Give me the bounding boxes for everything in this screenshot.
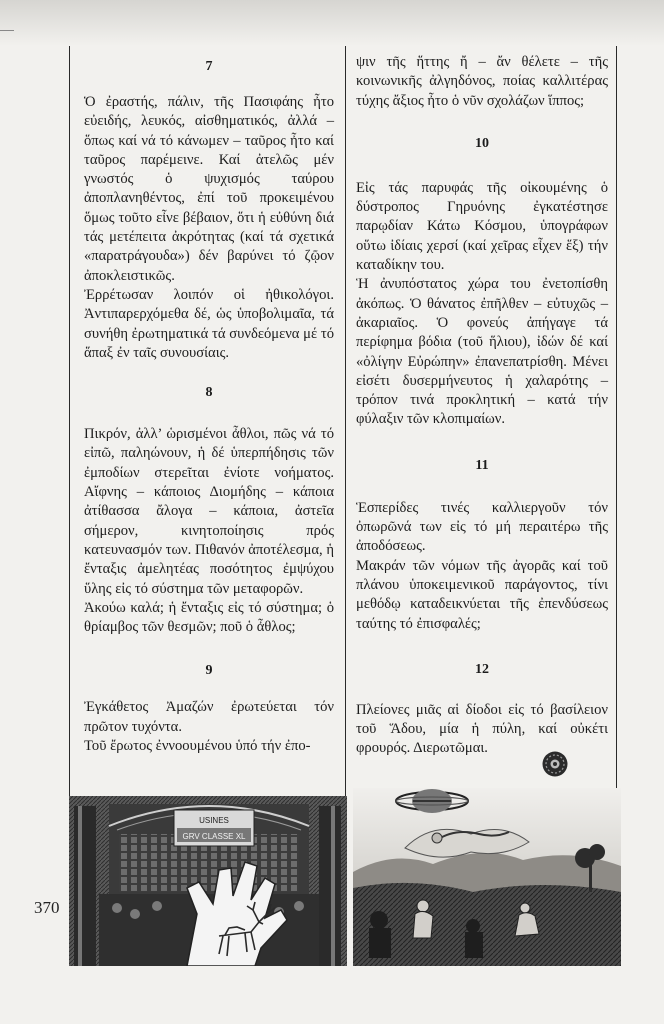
collage-illustration-right [353,788,621,966]
section-number-7: 7 [205,59,213,74]
collage-illustration-left [69,796,347,966]
scan-top-shading [0,0,664,46]
section-7-paragraph-1: Ὁ ἐραστής, πάλιν, τῆς Πασιφάης ἦτο εὐειδής, λευκός, αἰσθηματικός, ἀλλά – ὅπως καί νά τό κάνωμεν – ταῦρος ἦτο καί ταῦρος παρέμεινε. Καί ἀτελῶς μέν γνωστός ὁ ψυχισμός ταύρου ἀποπλανηθέντος, ἐπί τοῦ προκειμένου ὅμως τοῦτο εἶνε βέβαιον, ὅτι ἡ εὐθύνη διά τάς μετέπειτα ἀκρότητας (καί τά σχετικά «παρατράγουδα») δέν βαρύνει τό ζῷον ἀποκλειστικῶς. [84,94,334,284]
rosette-emblem [541,750,569,778]
section-8-paragraph-1: Πικρόν, ἀλλ’ ὡρισμένοι ἆθλοι, πῶς νά τό εἰπῶ, παληώνουν, ἡ δέ ὑπερπήδησις τῶν ἐμποδίων στερεῖται ἐνίοτε νοήματος. Αἴφνης – κάποιος Διομήδης – κάποια ἀτίθασσα ἄλογα – κάποια, ἀστεῖα σήμερον, κινητοποίησις πρός κατευνασμόν των. Πιθανόν ἀποτέλεσμα, ἡ ἔνταξις ἀμελητέας ποσότητος ἐμψύχου ὕλης εἰς τό σύστημα τῶν μεταφορῶν. [84,426,334,597]
section-9-paragraph-1: Ἐγκάθετος Ἀμαζών ἐρωτεύεται τόν πρῶτον τυχόντα. [84,699,334,735]
section-8-paragraph-2: Ἀκούω καλά; ἡ ἔνταξις εἰς τό σύστημα; ὁ θρίαμβος τῶν θεσμῶν; ποῦ ὁ ἆθλος; [84,599,334,636]
left-column [84,57,334,756]
section-7-paragraph-2: Ἐρρέτωσαν λοιπόν οἱ ἠθικολόγοι. Ἀντιπαρερχόμεθα δέ, ὡς ὑποβολιμαῖα, τά συνήθη ἐρωτηματικά τά συνδεόμενα μέ τό ἅπαξ ἐν ταῖς συνουσίαις. [84,286,334,361]
center-column-rule [345,46,346,802]
section-number-8: 8 [205,385,213,401]
section-number-9: 9 [205,663,213,679]
section-number-10: 10 [475,135,489,151]
section-11-paragraph-1: Ἑσπερίδες τινές καλλιεργοῦν τόν ὀπωρῶνά των εἰς τό μή περαιτέρω τῆς ἀποδόσεως. [356,499,608,555]
section-9-continuation: ψιν τῆς ἥττης ἤ – ἄν θέλετε – τῆς κοινωνικῆς ἀλγηδόνος, ποίας καλλιτέρας τύχης ἄξιος ἦτο ὁ νῦν σχολάζων ἵππος; [356,54,608,109]
section-number-11: 11 [475,457,489,473]
left-column-left-rule [69,46,70,802]
scan-corner-mark [0,30,14,31]
page-number: 370 [34,898,60,917]
right-column [356,53,608,759]
section-10-paragraph-2: Ἡ ἀνυπόστατος χώρα του ἐνετοπίσθη ἀκόπως. Ὁ θάνατος ἐπῆλθεν – εὐτυχῶς – ἀκαριαῖος. Ὁ φονεύς ἀπήγαγε τά περίφημα βόδια (τοῦ ἥλιου), ἰδών δέ καί «ὀλίγην Εὐρώπην» ἐπανεπατρίσθη. Μένει εἰσέτι δυσερμήνευτος ἡ χαλαρότης – τρόπον τινά προκλητική – κατά τήν φύλαξιν τῶν κλοπιμαίων. [356,276,608,428]
hall-sign-bottom: GRV CLASSE XL [182,832,246,841]
section-11-paragraph-2: Μακράν τῶν νόμων τῆς ἀγορᾶς καί τοῦ πλάνου ὑποκειμενικοῦ παράγοντος, τίνι μεθόδῳ καταδεικνύεται τῆς ἐπενδύσεως ταύτης τό ἐπισφαλές; [356,557,608,632]
section-9-paragraph-2: Τοῦ ἔρωτος ἐννοουμένου ὑπό τήν ἐπο- [84,738,311,755]
section-12-paragraph-1: Πλείονες μιᾶς αἱ δίοδοι εἰς τό βασίλειον τοῦ Ἅδου, μία ἡ πύλη, καί οὐκέτι φρουρός. Διερωτῶμαι. [356,701,608,757]
hall-sign-top: USINES [199,816,229,825]
section-number-12: 12 [475,661,489,677]
section-10-paragraph-1: Εἰς τάς παρυφάς τῆς οἰκουμένης ὁ δύστροπος Γηρυόνης ἐγκατέστησε παρῳδίαν Κάτω Κόσμου, ὑπογράφων οὕτω ἰδίαις χερσί (καί χεῖρας εἶχεν ἕξ) τήν καταδίκην του. [356,179,608,274]
right-column-right-rule [616,46,617,802]
